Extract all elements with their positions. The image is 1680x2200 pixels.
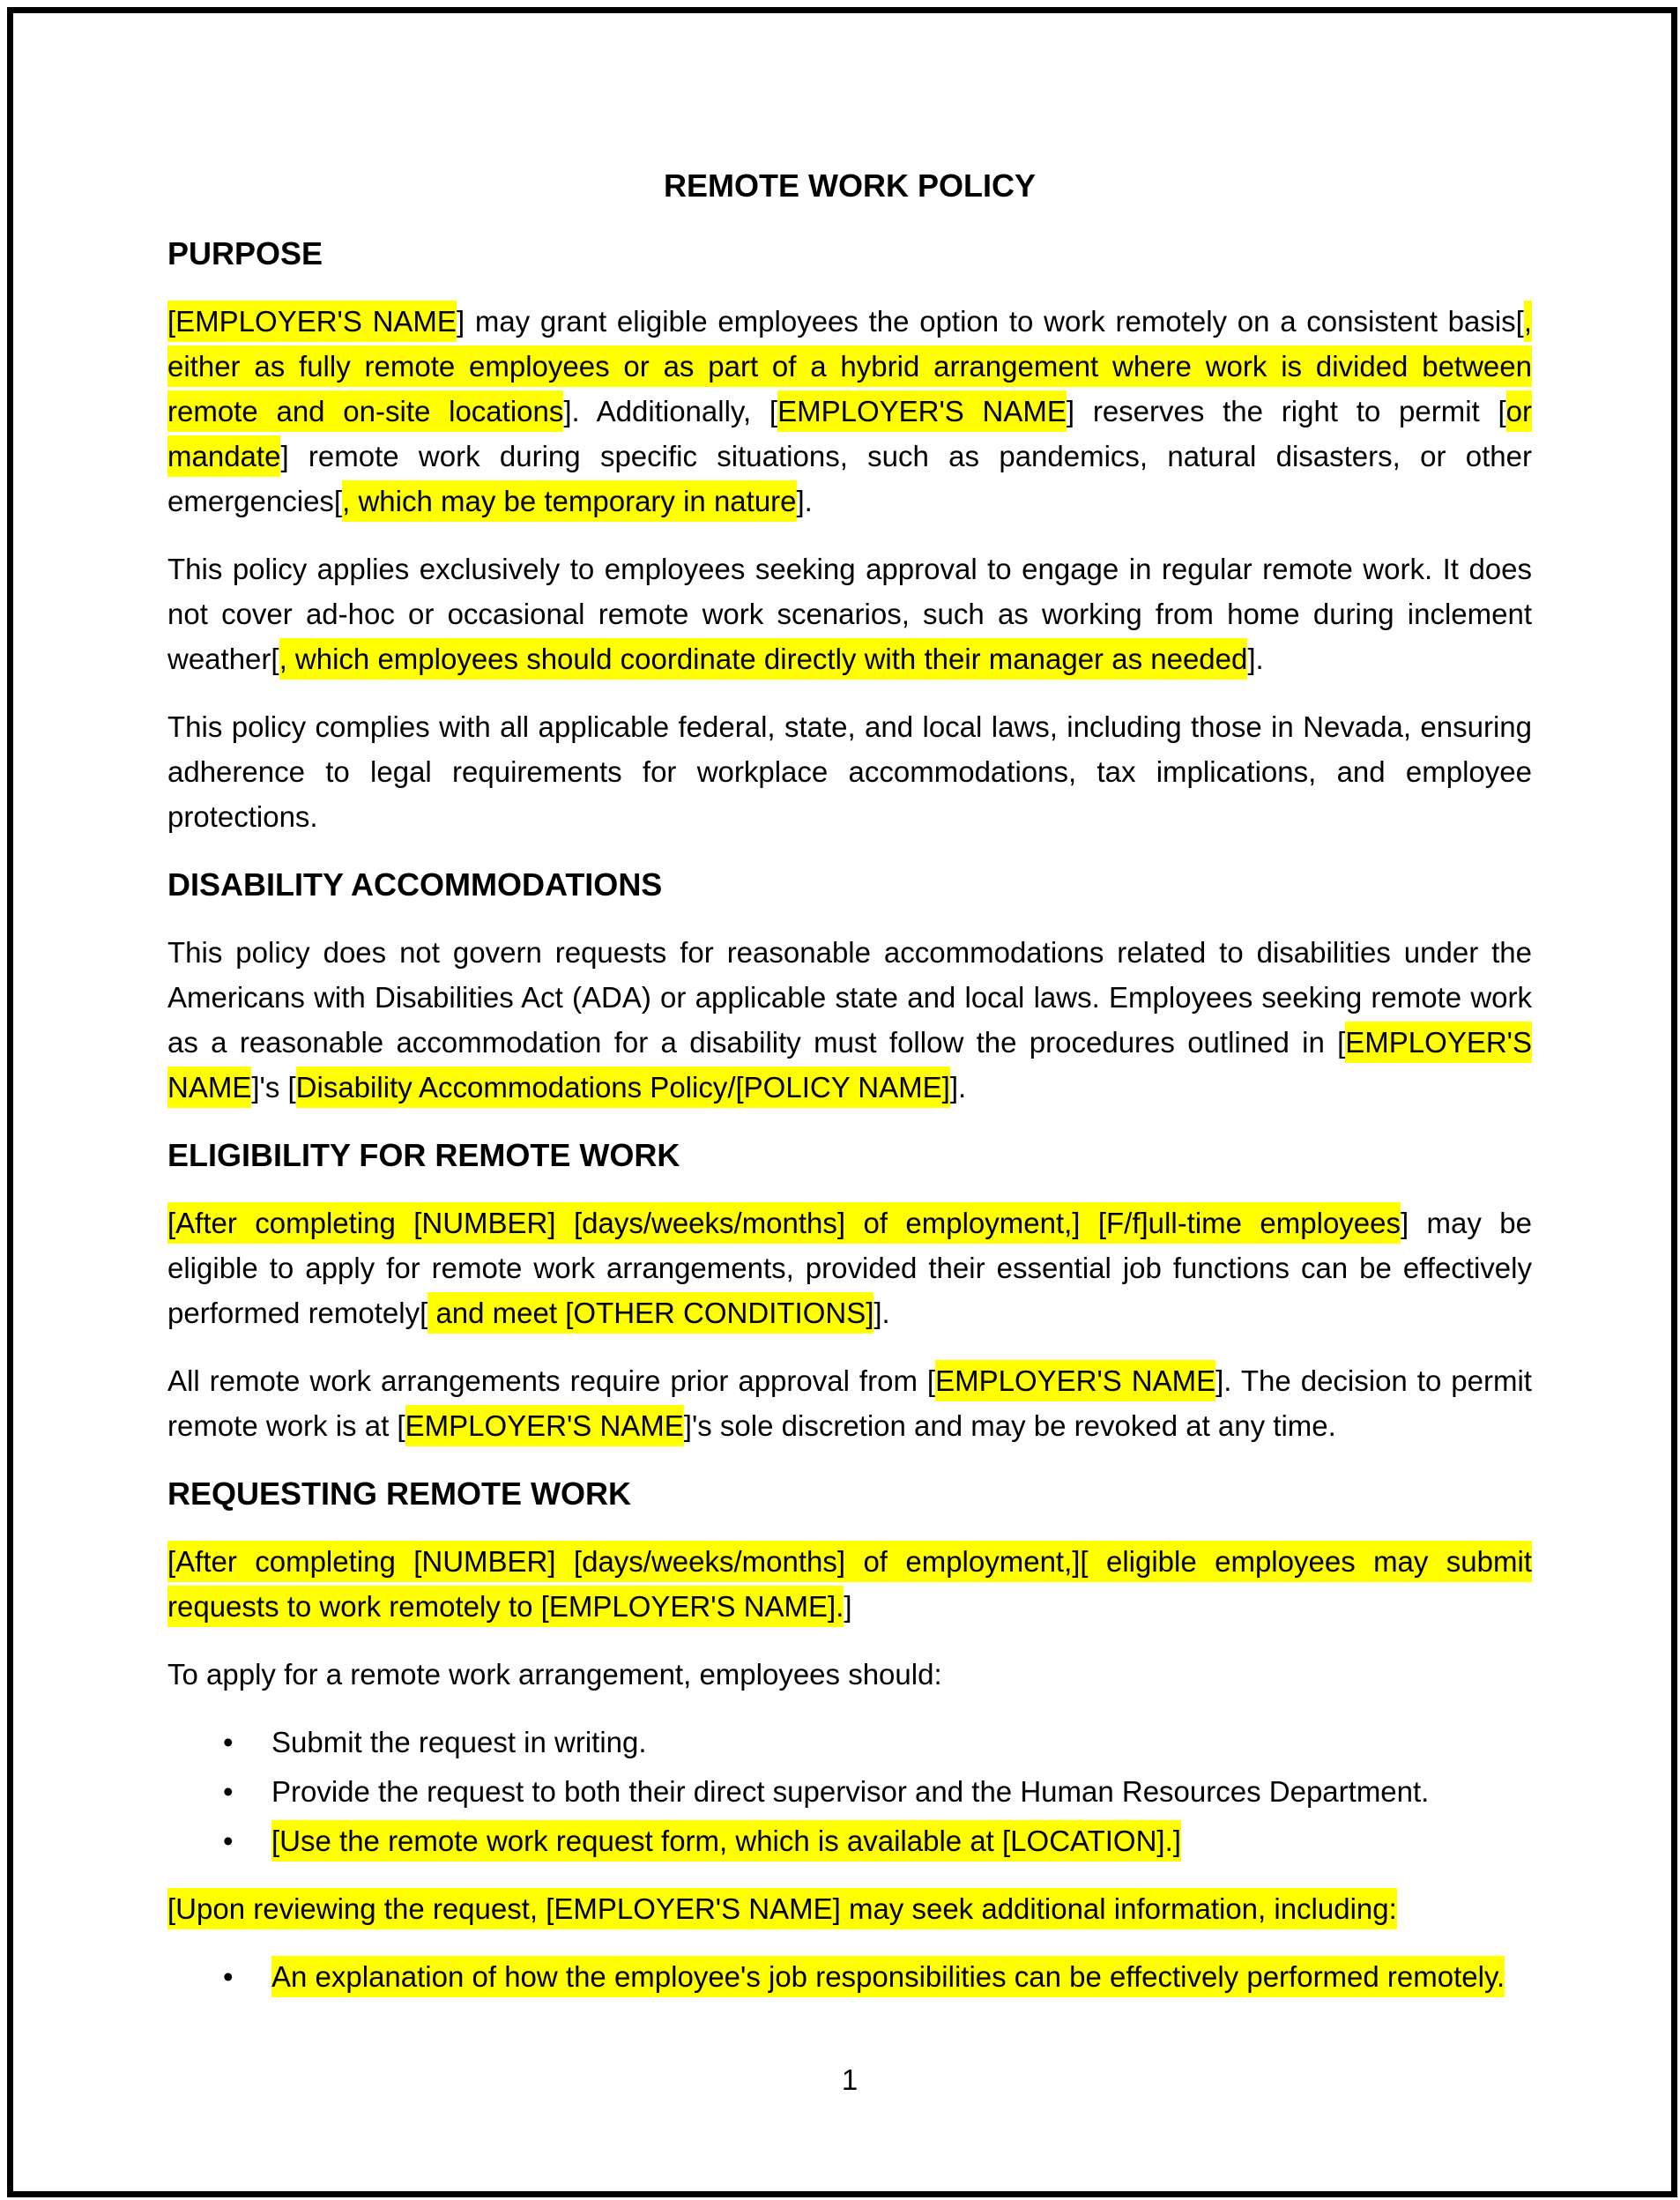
- text-run: To apply for a remote work arrangement, employees should:: [167, 1658, 942, 1691]
- highlighted-text: [Upon reviewing the request, [EMPLOYER'S NAME] may seek additional information, including:: [167, 1888, 1397, 1929]
- highlighted-text: EMPLOYER'S NAME: [777, 390, 1067, 432]
- section-heading: PURPOSE: [167, 235, 323, 271]
- text-run: ].: [796, 485, 813, 517]
- highlighted-text: Disability Accommodations Policy/[POLICY NAME]: [296, 1067, 950, 1108]
- highlighted-text: EMPLOYER'S NAME: [167, 1022, 1532, 1108]
- highlighted-text: EMPLOYER'S NAME: [405, 1405, 684, 1446]
- text-run: ].: [873, 1297, 890, 1329]
- highlighted-text: [After completing [NUMBER] [days/weeks/months] of employment,] [F/f]ull-time employees: [167, 1202, 1401, 1244]
- paragraph: [167, 1886, 1532, 1931]
- highlighted-text: and meet [OTHER CONDITIONS]: [427, 1292, 873, 1334]
- highlighted-text: , which may be temporary in nature: [342, 480, 796, 522]
- text-run: Provide the request to both their direct supervisor and the Human Resources Department.: [271, 1775, 1430, 1808]
- paragraph: [167, 930, 1532, 1110]
- text-run: All remote work arrangements require prior approval from [: [167, 1364, 936, 1397]
- section-heading: DISABILITY ACCOMMODATIONS: [167, 866, 663, 903]
- text-run: ] may be eligible to apply for remote work arrangements, provided their essential job functions can be effectively performed remotely[: [167, 1207, 1532, 1329]
- bullet-item: [167, 1720, 1532, 1765]
- text-run: This policy applies exclusively to employees seeking approval to engage in regular remote work. It does not cover ad-hoc or occasional remote work scenarios, such as working from home during inclement weather[: [167, 553, 1532, 675]
- bullet-item: [167, 1769, 1532, 1814]
- highlighted-text: EMPLOYER'S NAME: [935, 1360, 1215, 1401]
- text-run: Submit the request in writing.: [271, 1726, 647, 1758]
- paragraph: [167, 1539, 1532, 1629]
- bullet-list: [167, 1720, 1532, 1863]
- paragraph: [167, 1652, 1532, 1697]
- text-run: ]'s sole discretion and may be revoked at any time.: [683, 1409, 1336, 1442]
- bullet-item: [167, 1818, 1532, 1863]
- highlighted-text: , which employees should coordinate directly with their manager as needed: [279, 638, 1248, 680]
- document-content: [167, 0, 1532, 2022]
- text-run: This policy does not govern requests for reasonable accommodations related to disabilities under the Americans with Disabilities Act (ADA) or applicable state and local laws. Employees seeking remote work as a reasonable accommodation for a disability must follow the procedures outlined in [: [167, 936, 1532, 1059]
- bullet-list: [167, 1954, 1532, 1999]
- bullet-item: [167, 1954, 1532, 1999]
- text-run: ] may grant eligible employees the option to work remotely on a consistent basis[: [456, 305, 1524, 338]
- paragraph: [167, 1358, 1532, 1448]
- highlighted-text: [EMPLOYER'S NAME: [167, 301, 457, 342]
- highlighted-text: [After completing [NUMBER] [days/weeks/months] of employment,][ eligible employees may submit requests to work remotely to [EMPLOYER'S NAME].: [167, 1541, 1532, 1627]
- text-run: ]'s [: [251, 1071, 296, 1104]
- text-run: ] reserves the right to permit [: [1066, 395, 1506, 427]
- text-run: ].: [1247, 643, 1264, 675]
- section-heading: ELIGIBILITY FOR REMOTE WORK: [167, 1137, 680, 1173]
- text-run: ]. Additionally, [: [563, 395, 778, 427]
- highlighted-text: An explanation of how the employee's job responsibilities can be effectively performed remotely.: [271, 1956, 1505, 1997]
- document-title: REMOTE WORK POLICY: [664, 167, 1036, 204]
- text-run: ] remote work during specific situations, such as pandemics, natural disasters, or other emergencies[: [167, 440, 1532, 517]
- text-run: This policy complies with all applicable federal, state, and local laws, including those in Nevada, ensuring adherence to legal requirements for workplace accommodations, tax implications, and employee protections.: [167, 710, 1532, 833]
- text-run: ]: [844, 1590, 852, 1623]
- highlighted-text: or mandate: [167, 390, 1532, 477]
- paragraph: [167, 299, 1532, 524]
- section-heading: REQUESTING REMOTE WORK: [167, 1475, 632, 1512]
- highlighted-text: [Use the remote work request form, which is available at [LOCATION].]: [271, 1820, 1181, 1862]
- text-run: ]. The decision to permit remote work is at [: [167, 1364, 1532, 1442]
- highlighted-text: , either as fully remote employees or as part of a hybrid arrangement where work is divided between remote and on-site locations: [167, 301, 1532, 432]
- paragraph: [167, 704, 1532, 839]
- page-number: 1: [841, 2063, 859, 2096]
- document-body: [167, 231, 1532, 1999]
- text-run: ].: [949, 1071, 967, 1104]
- paragraph: [167, 546, 1532, 681]
- paragraph: [167, 1200, 1532, 1335]
